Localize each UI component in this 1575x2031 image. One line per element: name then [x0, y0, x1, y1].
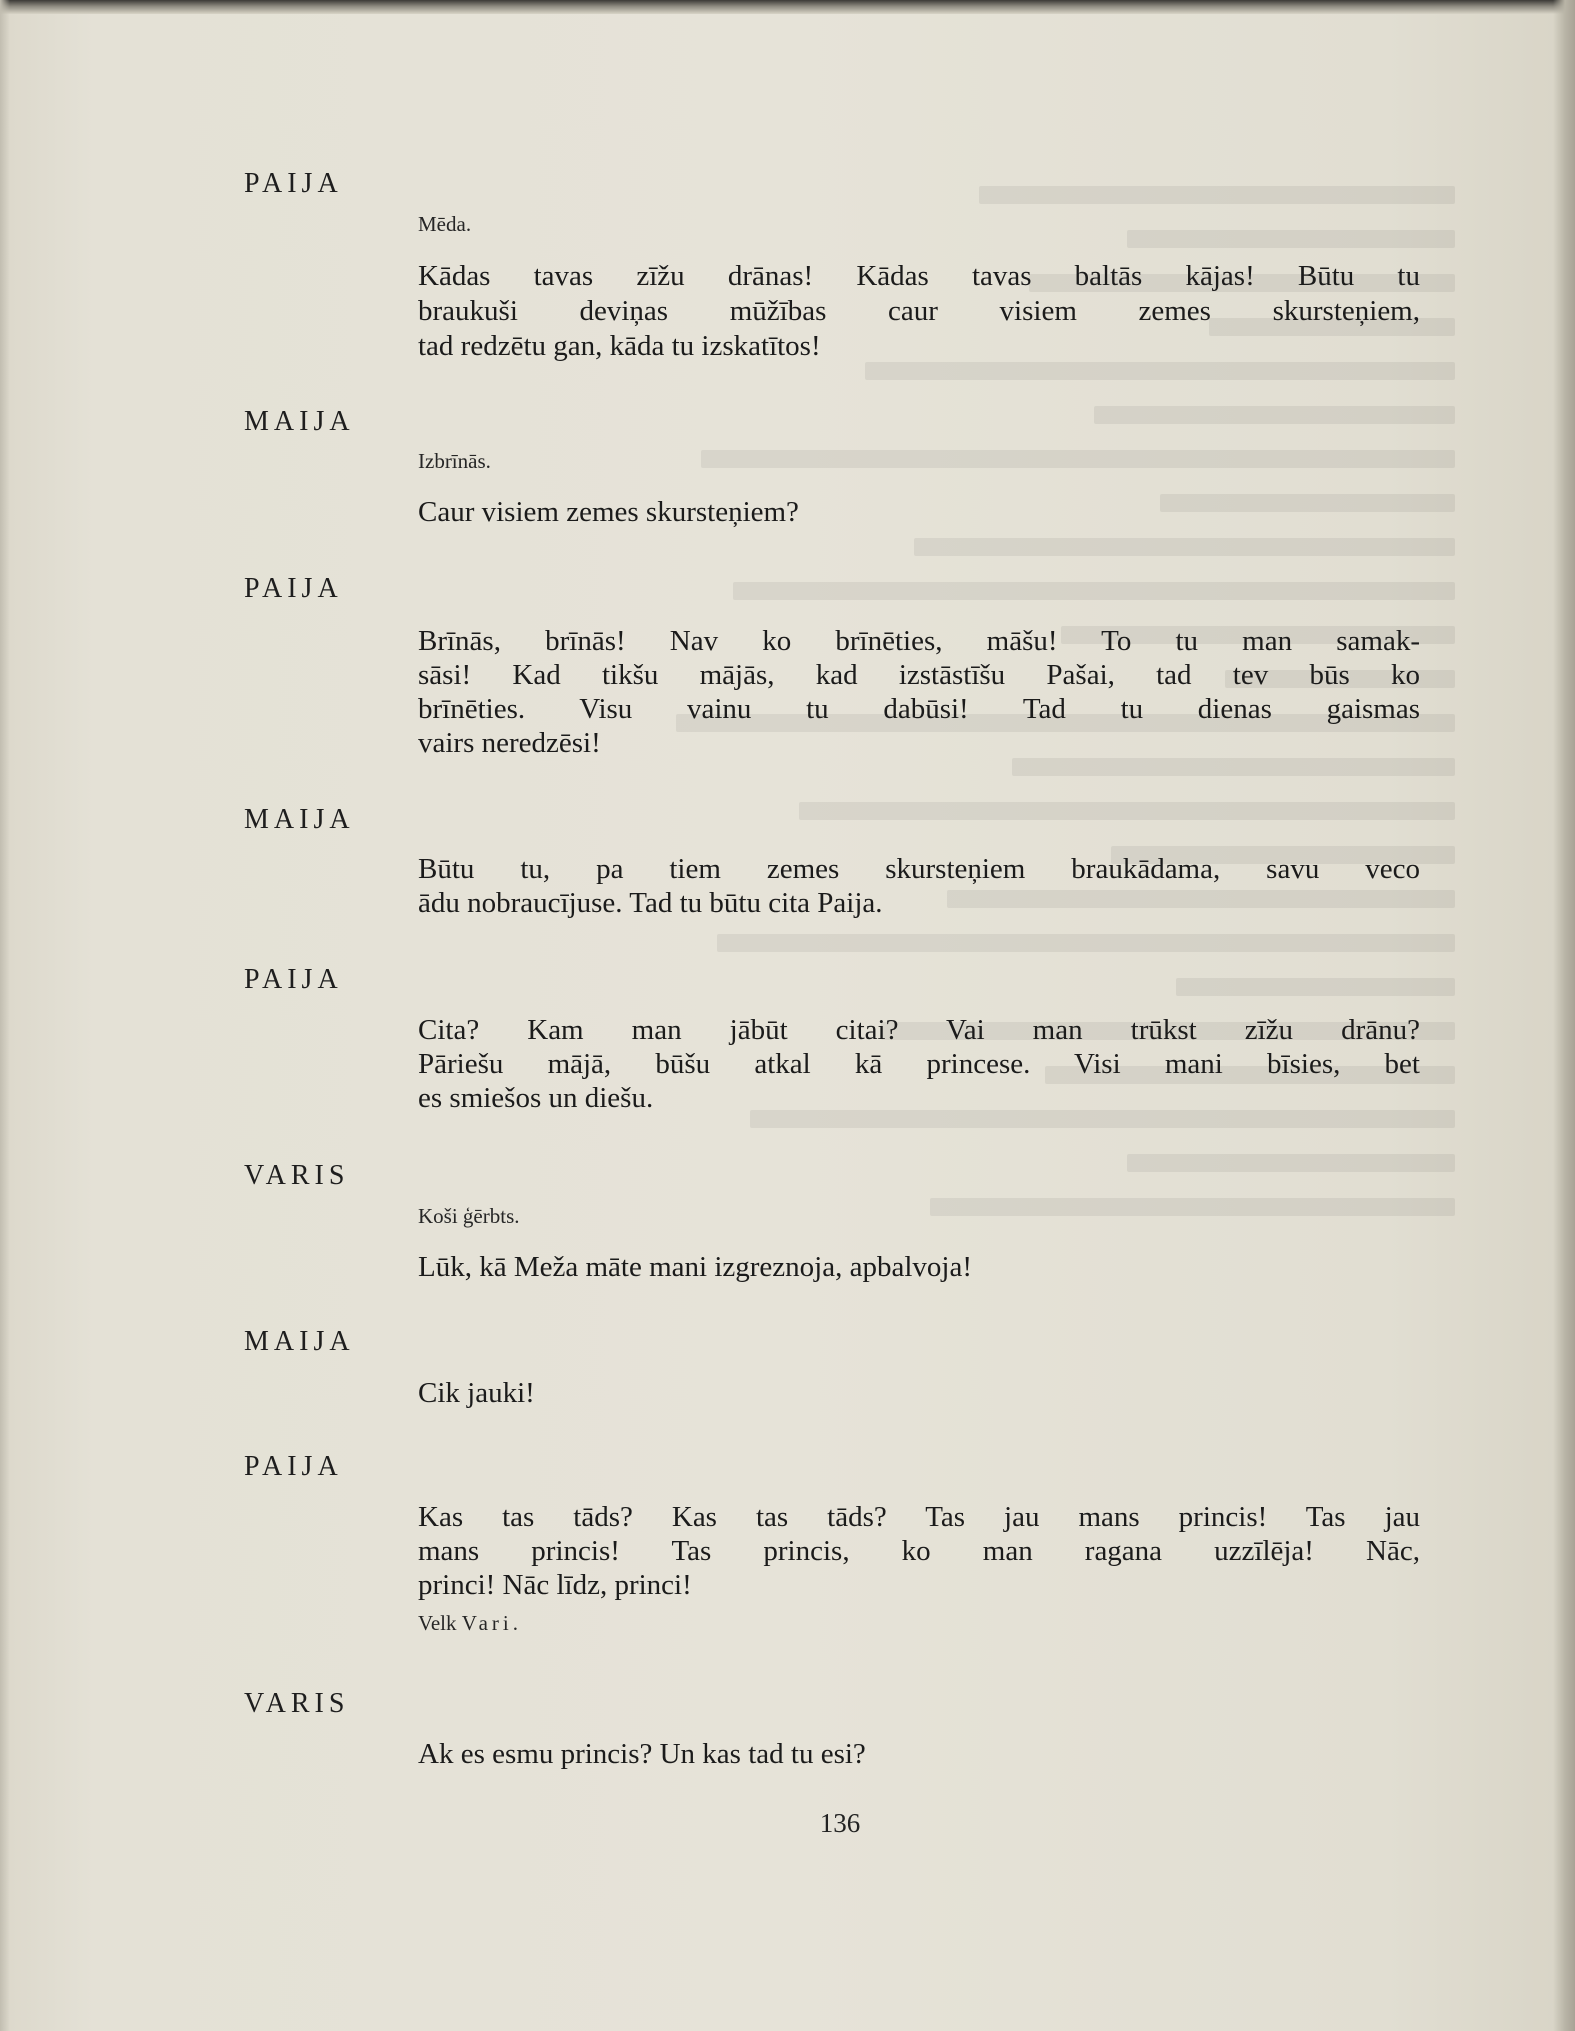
stage-direction-object: Vari.	[461, 1611, 522, 1635]
page-left-edge	[0, 0, 10, 2031]
speaker-name: VARIS	[244, 1688, 350, 1719]
stage-direction: Mēda.	[418, 212, 472, 236]
page-right-edge	[1553, 0, 1575, 2031]
dialogue-line: Brīnās, brīnās! Nav ko brīnēties, māšu! To tu man samak-	[418, 625, 1420, 657]
dialogue-line: Ak es esmu princis? Un kas tad tu esi?	[418, 1738, 866, 1770]
speaker-name: PAIJA	[244, 573, 343, 604]
dialogue-line: sāsi! Kad tikšu mājās, kad izstāstīšu Pašai, tad tev būs ko	[418, 659, 1420, 691]
dialogue-line: Kas tas tāds? Kas tas tāds? Tas jau mans princis! Tas jau	[418, 1501, 1420, 1533]
stage-direction: Koši ģērbts.	[418, 1204, 520, 1228]
stage-direction: Izbrīnās.	[418, 449, 491, 473]
stage-direction-verb: Velk	[418, 1611, 457, 1635]
dialogue-line: vairs neredzēsi!	[418, 727, 601, 759]
dialogue-line: Cita? Kam man jābūt citai? Vai man trūkst zīžu drānu?	[418, 1014, 1420, 1046]
dialogue-line: es smiešos un diešu.	[418, 1082, 654, 1114]
stage-direction	[418, 1611, 522, 1636]
speaker-name: PAIJA	[244, 964, 343, 995]
dialogue-line: Caur visiem zemes skursteņiem?	[418, 496, 799, 528]
dialogue-line: Cik jauki!	[418, 1377, 535, 1409]
speaker-name: MAIJA	[244, 406, 355, 437]
dialogue-line: brīnēties. Visu vainu tu dabūsi! Tad tu dienas gaismas	[418, 693, 1420, 725]
speaker-name: MAIJA	[244, 1326, 355, 1357]
page-top-edge	[0, 0, 1575, 14]
speaker-name: MAIJA	[244, 804, 355, 835]
dialogue-line: braukuši deviņas mūžības caur visiem zemes skursteņiem,	[418, 295, 1420, 327]
dialogue-line: princi! Nāc līdz, princi!	[418, 1569, 692, 1601]
dialogue-line: Būtu tu, pa tiem zemes skursteņiem braukādama, savu veco	[418, 853, 1420, 885]
dialogue-line: Lūk, kā Meža māte mani izgreznoja, apbalvoja!	[418, 1251, 972, 1283]
speaker-name: PAIJA	[244, 168, 343, 199]
speaker-name: VARIS	[244, 1160, 350, 1191]
dialogue-line: tad redzētu gan, kāda tu izskatītos!	[418, 330, 821, 362]
page-number: 136	[819, 1808, 861, 1838]
dialogue-line: Pāriešu mājā, būšu atkal kā princese. Visi mani bīsies, bet	[418, 1048, 1420, 1080]
speaker-name: PAIJA	[244, 1451, 343, 1482]
dialogue-line: Kādas tavas zīžu drānas! Kādas tavas baltās kājas! Būtu tu	[418, 260, 1420, 292]
dialogue-line: ādu nobraucījuse. Tad tu būtu cita Paija.	[418, 887, 883, 919]
dialogue-line: mans princis! Tas princis, ko man ragana uzzīlēja! Nāc,	[418, 1535, 1420, 1567]
